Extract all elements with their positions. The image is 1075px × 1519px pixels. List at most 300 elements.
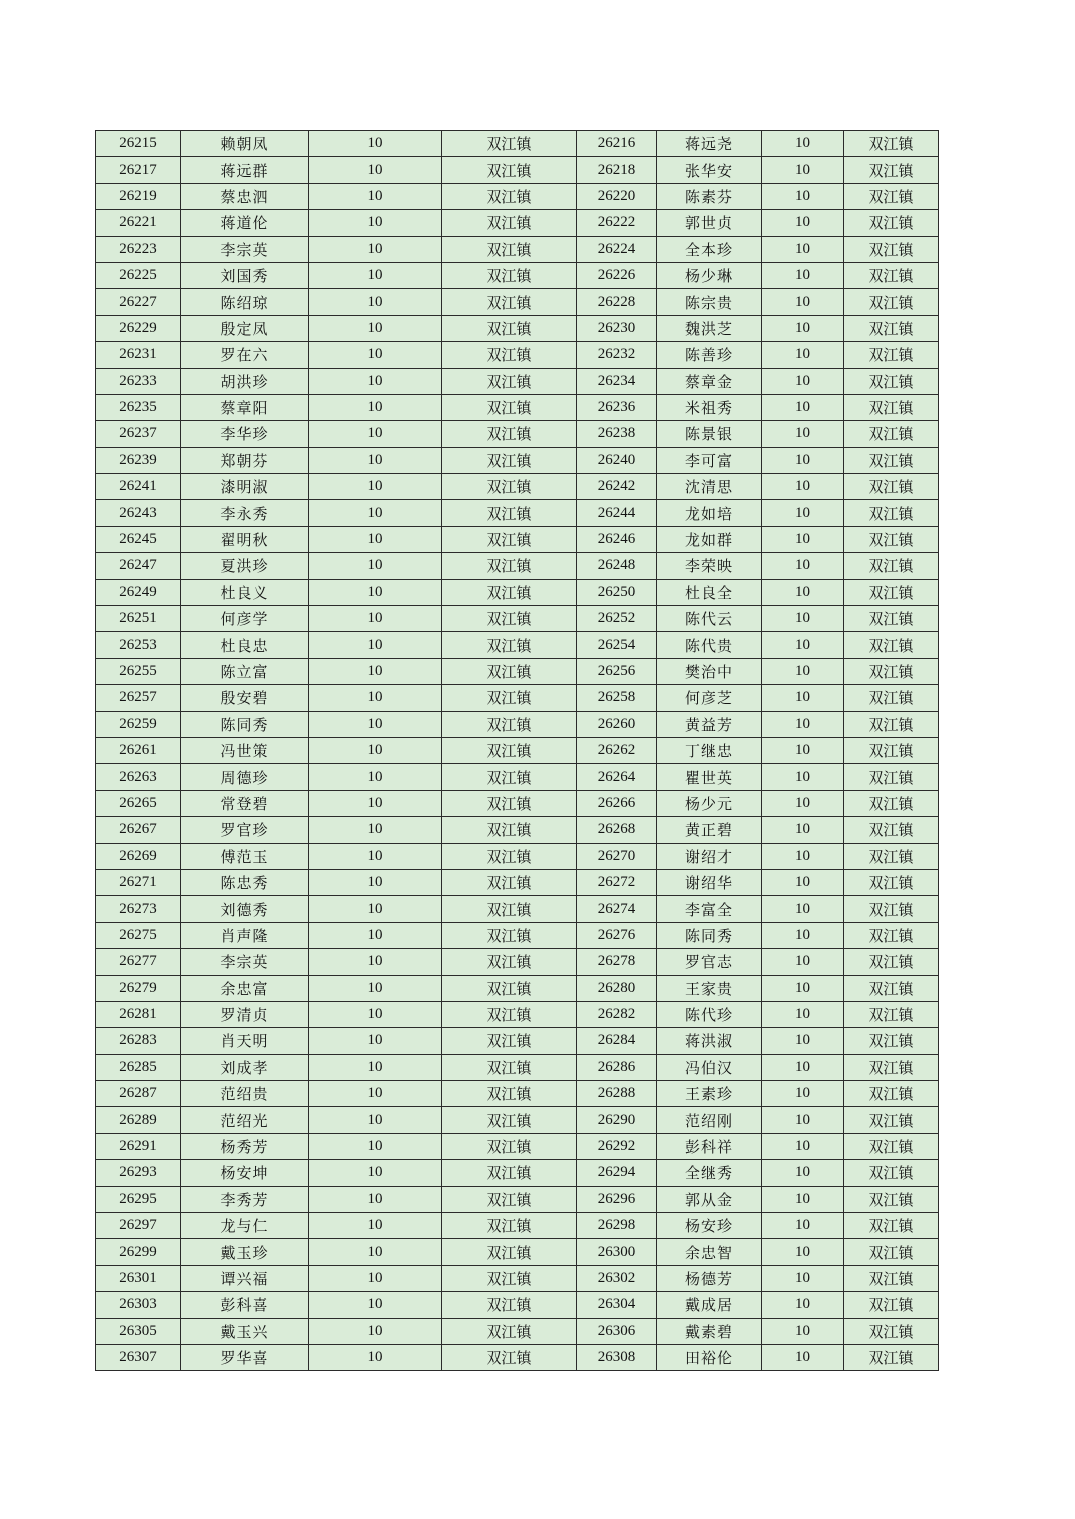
town-cell: 双江镇 (844, 1133, 939, 1159)
town-cell: 双江镇 (442, 157, 577, 183)
name-cell: 漆明淑 (181, 474, 309, 500)
name-cell: 殷安碧 (181, 685, 309, 711)
town-cell: 双江镇 (442, 474, 577, 500)
name-cell: 陈忠秀 (181, 869, 309, 895)
table-row (96, 421, 939, 447)
town-cell: 双江镇 (442, 1213, 577, 1239)
score-cell: 10 (309, 1213, 442, 1239)
name-cell: 范绍光 (181, 1107, 309, 1133)
score-cell: 10 (309, 421, 442, 447)
name-cell: 张华安 (657, 157, 762, 183)
score-cell: 10 (309, 236, 442, 262)
table-row (96, 1292, 939, 1318)
table-row (96, 869, 939, 895)
town-cell: 双江镇 (844, 711, 939, 737)
name-cell: 李可富 (657, 447, 762, 473)
name-cell: 常登碧 (181, 790, 309, 816)
score-cell: 10 (309, 764, 442, 790)
serial-cell: 26271 (96, 869, 181, 895)
town-cell: 双江镇 (844, 869, 939, 895)
roster-table-body (96, 131, 939, 1371)
town-cell: 双江镇 (844, 922, 939, 948)
name-cell: 戴玉珍 (181, 1239, 309, 1265)
score-cell: 10 (309, 157, 442, 183)
town-cell: 双江镇 (442, 1081, 577, 1107)
score-cell: 10 (309, 394, 442, 420)
table-row (96, 1133, 939, 1159)
table-row (96, 210, 939, 236)
serial-cell: 26263 (96, 764, 181, 790)
score-cell: 10 (762, 922, 844, 948)
town-cell: 双江镇 (442, 975, 577, 1001)
name-cell: 傅范玉 (181, 843, 309, 869)
serial-cell: 26275 (96, 922, 181, 948)
score-cell: 10 (762, 1318, 844, 1344)
score-cell: 10 (309, 447, 442, 473)
town-cell: 双江镇 (442, 632, 577, 658)
serial-cell: 26265 (96, 790, 181, 816)
score-cell: 10 (309, 1133, 442, 1159)
serial-cell: 26285 (96, 1054, 181, 1080)
score-cell: 10 (309, 843, 442, 869)
score-cell: 10 (762, 262, 844, 288)
town-cell: 双江镇 (844, 1318, 939, 1344)
serial-cell: 26233 (96, 368, 181, 394)
name-cell: 蔡忠泗 (181, 183, 309, 209)
score-cell: 10 (309, 658, 442, 684)
serial-cell: 26284 (577, 1028, 657, 1054)
score-cell: 10 (762, 737, 844, 763)
serial-cell: 26288 (577, 1081, 657, 1107)
town-cell: 双江镇 (442, 843, 577, 869)
table-row (96, 632, 939, 658)
name-cell: 李富全 (657, 896, 762, 922)
serial-cell: 26244 (577, 500, 657, 526)
serial-cell: 26267 (96, 817, 181, 843)
score-cell: 10 (309, 685, 442, 711)
town-cell: 双江镇 (442, 1239, 577, 1265)
serial-cell: 26295 (96, 1186, 181, 1212)
score-cell: 10 (309, 289, 442, 315)
serial-cell: 26306 (577, 1318, 657, 1344)
serial-cell: 26296 (577, 1186, 657, 1212)
serial-cell: 26281 (96, 1001, 181, 1027)
name-cell: 杨德芳 (657, 1265, 762, 1291)
serial-cell: 26260 (577, 711, 657, 737)
name-cell: 李宗英 (181, 236, 309, 262)
name-cell: 沈清思 (657, 474, 762, 500)
name-cell: 谢绍才 (657, 843, 762, 869)
table-row (96, 579, 939, 605)
name-cell: 杜良忠 (181, 632, 309, 658)
score-cell: 10 (309, 1318, 442, 1344)
town-cell: 双江镇 (442, 1001, 577, 1027)
town-cell: 双江镇 (442, 1054, 577, 1080)
name-cell: 刘成孝 (181, 1054, 309, 1080)
serial-cell: 26223 (96, 236, 181, 262)
serial-cell: 26283 (96, 1028, 181, 1054)
name-cell: 彭科喜 (181, 1292, 309, 1318)
score-cell: 10 (762, 1001, 844, 1027)
serial-cell: 26287 (96, 1081, 181, 1107)
town-cell: 双江镇 (442, 1107, 577, 1133)
score-cell: 10 (309, 869, 442, 895)
score-cell: 10 (309, 1028, 442, 1054)
score-cell: 10 (309, 1160, 442, 1186)
name-cell: 罗在六 (181, 342, 309, 368)
table-row (96, 1160, 939, 1186)
score-cell: 10 (309, 210, 442, 236)
name-cell: 刘国秀 (181, 262, 309, 288)
name-cell: 肖天明 (181, 1028, 309, 1054)
name-cell: 李宗英 (181, 949, 309, 975)
town-cell: 双江镇 (442, 1186, 577, 1212)
name-cell: 蒋远群 (181, 157, 309, 183)
name-cell: 陈宗贵 (657, 289, 762, 315)
serial-cell: 26303 (96, 1292, 181, 1318)
town-cell: 双江镇 (442, 817, 577, 843)
name-cell: 陈绍琼 (181, 289, 309, 315)
town-cell: 双江镇 (844, 474, 939, 500)
serial-cell: 26268 (577, 817, 657, 843)
table-row (96, 711, 939, 737)
score-cell: 10 (309, 1054, 442, 1080)
town-cell: 双江镇 (442, 606, 577, 632)
score-cell: 10 (762, 342, 844, 368)
town-cell: 双江镇 (442, 1133, 577, 1159)
town-cell: 双江镇 (844, 157, 939, 183)
name-cell: 罗官珍 (181, 817, 309, 843)
score-cell: 10 (309, 500, 442, 526)
table-row (96, 183, 939, 209)
name-cell: 蔡章金 (657, 368, 762, 394)
town-cell: 双江镇 (844, 1107, 939, 1133)
serial-cell: 26257 (96, 685, 181, 711)
name-cell: 范绍刚 (657, 1107, 762, 1133)
serial-cell: 26252 (577, 606, 657, 632)
serial-cell: 26291 (96, 1133, 181, 1159)
name-cell: 殷定凤 (181, 315, 309, 341)
serial-cell: 26305 (96, 1318, 181, 1344)
serial-cell: 26217 (96, 157, 181, 183)
town-cell: 双江镇 (844, 1028, 939, 1054)
score-cell: 10 (309, 342, 442, 368)
town-cell: 双江镇 (442, 315, 577, 341)
table-row (96, 737, 939, 763)
town-cell: 双江镇 (844, 606, 939, 632)
serial-cell: 26251 (96, 606, 181, 632)
town-cell: 双江镇 (442, 922, 577, 948)
town-cell: 双江镇 (844, 896, 939, 922)
score-cell: 10 (762, 394, 844, 420)
score-cell: 10 (762, 447, 844, 473)
name-cell: 罗清贞 (181, 1001, 309, 1027)
town-cell: 双江镇 (844, 447, 939, 473)
name-cell: 杨少元 (657, 790, 762, 816)
serial-cell: 26232 (577, 342, 657, 368)
serial-cell: 26293 (96, 1160, 181, 1186)
name-cell: 戴玉兴 (181, 1318, 309, 1344)
town-cell: 双江镇 (442, 1318, 577, 1344)
town-cell: 双江镇 (844, 737, 939, 763)
name-cell: 何彦芝 (657, 685, 762, 711)
town-cell: 双江镇 (442, 1344, 577, 1370)
score-cell: 10 (762, 790, 844, 816)
name-cell: 蒋道伦 (181, 210, 309, 236)
score-cell: 10 (762, 1292, 844, 1318)
table-row (96, 1081, 939, 1107)
name-cell: 翟明秋 (181, 526, 309, 552)
table-row (96, 922, 939, 948)
serial-cell: 26241 (96, 474, 181, 500)
name-cell: 杜良全 (657, 579, 762, 605)
serial-cell: 26254 (577, 632, 657, 658)
score-cell: 10 (762, 315, 844, 341)
name-cell: 蒋洪淑 (657, 1028, 762, 1054)
serial-cell: 26302 (577, 1265, 657, 1291)
name-cell: 冯伯汉 (657, 1054, 762, 1080)
score-cell: 10 (309, 975, 442, 1001)
score-cell: 10 (762, 289, 844, 315)
town-cell: 双江镇 (442, 764, 577, 790)
name-cell: 余忠富 (181, 975, 309, 1001)
town-cell: 双江镇 (442, 447, 577, 473)
table-row (96, 1001, 939, 1027)
name-cell: 陈景银 (657, 421, 762, 447)
score-cell: 10 (309, 579, 442, 605)
score-cell: 10 (762, 1265, 844, 1291)
score-cell: 10 (309, 632, 442, 658)
town-cell: 双江镇 (442, 790, 577, 816)
score-cell: 10 (762, 474, 844, 500)
town-cell: 双江镇 (442, 526, 577, 552)
serial-cell: 26273 (96, 896, 181, 922)
table-row (96, 843, 939, 869)
serial-cell: 26227 (96, 289, 181, 315)
town-cell: 双江镇 (442, 869, 577, 895)
town-cell: 双江镇 (844, 817, 939, 843)
score-cell: 10 (762, 526, 844, 552)
table-row (96, 764, 939, 790)
name-cell: 全本珍 (657, 236, 762, 262)
town-cell: 双江镇 (844, 685, 939, 711)
serial-cell: 26274 (577, 896, 657, 922)
town-cell: 双江镇 (442, 737, 577, 763)
table-row (96, 685, 939, 711)
town-cell: 双江镇 (442, 711, 577, 737)
score-cell: 10 (762, 711, 844, 737)
score-cell: 10 (762, 975, 844, 1001)
table-row (96, 131, 939, 157)
town-cell: 双江镇 (844, 553, 939, 579)
table-row (96, 474, 939, 500)
name-cell: 刘德秀 (181, 896, 309, 922)
name-cell: 范绍贵 (181, 1081, 309, 1107)
table-row (96, 606, 939, 632)
table-row (96, 1344, 939, 1370)
town-cell: 双江镇 (844, 500, 939, 526)
name-cell: 陈善珍 (657, 342, 762, 368)
score-cell: 10 (762, 1239, 844, 1265)
serial-cell: 26242 (577, 474, 657, 500)
score-cell: 10 (309, 1081, 442, 1107)
serial-cell: 26243 (96, 500, 181, 526)
table-row (96, 315, 939, 341)
score-cell: 10 (762, 553, 844, 579)
score-cell: 10 (762, 632, 844, 658)
score-cell: 10 (309, 1107, 442, 1133)
score-cell: 10 (309, 922, 442, 948)
name-cell: 丁继忠 (657, 737, 762, 763)
town-cell: 双江镇 (844, 764, 939, 790)
town-cell: 双江镇 (844, 183, 939, 209)
score-cell: 10 (309, 1292, 442, 1318)
name-cell: 周德珍 (181, 764, 309, 790)
town-cell: 双江镇 (442, 658, 577, 684)
serial-cell: 26255 (96, 658, 181, 684)
table-row (96, 817, 939, 843)
score-cell: 10 (762, 1107, 844, 1133)
serial-cell: 26278 (577, 949, 657, 975)
serial-cell: 26218 (577, 157, 657, 183)
table-row (96, 790, 939, 816)
score-cell: 10 (762, 131, 844, 157)
score-cell: 10 (309, 1186, 442, 1212)
serial-cell: 26236 (577, 394, 657, 420)
table-row (96, 368, 939, 394)
serial-cell: 26264 (577, 764, 657, 790)
name-cell: 杨安坤 (181, 1160, 309, 1186)
serial-cell: 26261 (96, 737, 181, 763)
town-cell: 双江镇 (442, 236, 577, 262)
serial-cell: 26262 (577, 737, 657, 763)
score-cell: 10 (762, 183, 844, 209)
name-cell: 谢绍华 (657, 869, 762, 895)
name-cell: 李华珍 (181, 421, 309, 447)
table-row (96, 447, 939, 473)
table-row (96, 1028, 939, 1054)
serial-cell: 26300 (577, 1239, 657, 1265)
name-cell: 陈立富 (181, 658, 309, 684)
serial-cell: 26253 (96, 632, 181, 658)
town-cell: 双江镇 (442, 1265, 577, 1291)
town-cell: 双江镇 (442, 1292, 577, 1318)
town-cell: 双江镇 (844, 949, 939, 975)
name-cell: 李秀芳 (181, 1186, 309, 1212)
table-row (96, 1239, 939, 1265)
serial-cell: 26216 (577, 131, 657, 157)
name-cell: 杨秀芳 (181, 1133, 309, 1159)
serial-cell: 26240 (577, 447, 657, 473)
serial-cell: 26297 (96, 1213, 181, 1239)
table-row (96, 236, 939, 262)
name-cell: 王素珍 (657, 1081, 762, 1107)
score-cell: 10 (309, 1344, 442, 1370)
serial-cell: 26266 (577, 790, 657, 816)
town-cell: 双江镇 (844, 526, 939, 552)
table-row (96, 526, 939, 552)
name-cell: 瞿世英 (657, 764, 762, 790)
town-cell: 双江镇 (844, 843, 939, 869)
town-cell: 双江镇 (442, 1160, 577, 1186)
table-row (96, 1107, 939, 1133)
serial-cell: 26258 (577, 685, 657, 711)
table-row (96, 1318, 939, 1344)
name-cell: 罗华喜 (181, 1344, 309, 1370)
name-cell: 彭科祥 (657, 1133, 762, 1159)
score-cell: 10 (309, 606, 442, 632)
serial-cell: 26224 (577, 236, 657, 262)
name-cell: 李永秀 (181, 500, 309, 526)
score-cell: 10 (762, 817, 844, 843)
score-cell: 10 (309, 474, 442, 500)
score-cell: 10 (309, 131, 442, 157)
score-cell: 10 (309, 737, 442, 763)
name-cell: 罗官志 (657, 949, 762, 975)
name-cell: 冯世策 (181, 737, 309, 763)
serial-cell: 26247 (96, 553, 181, 579)
name-cell: 陈同秀 (181, 711, 309, 737)
name-cell: 黄益芳 (657, 711, 762, 737)
serial-cell: 26229 (96, 315, 181, 341)
town-cell: 双江镇 (844, 210, 939, 236)
name-cell: 魏洪芝 (657, 315, 762, 341)
serial-cell: 26270 (577, 843, 657, 869)
name-cell: 陈代贵 (657, 632, 762, 658)
table-row (96, 658, 939, 684)
score-cell: 10 (762, 1054, 844, 1080)
serial-cell: 26230 (577, 315, 657, 341)
serial-cell: 26308 (577, 1344, 657, 1370)
serial-cell: 26279 (96, 975, 181, 1001)
serial-cell: 26272 (577, 869, 657, 895)
town-cell: 双江镇 (844, 1186, 939, 1212)
score-cell: 10 (309, 1239, 442, 1265)
town-cell: 双江镇 (844, 394, 939, 420)
serial-cell: 26219 (96, 183, 181, 209)
town-cell: 双江镇 (844, 790, 939, 816)
table-row (96, 262, 939, 288)
serial-cell: 26248 (577, 553, 657, 579)
serial-cell: 26234 (577, 368, 657, 394)
score-cell: 10 (309, 262, 442, 288)
score-cell: 10 (309, 315, 442, 341)
score-cell: 10 (309, 368, 442, 394)
name-cell: 龙如培 (657, 500, 762, 526)
name-cell: 胡洪珍 (181, 368, 309, 394)
town-cell: 双江镇 (442, 210, 577, 236)
name-cell: 陈素芬 (657, 183, 762, 209)
table-row (96, 949, 939, 975)
serial-cell: 26301 (96, 1265, 181, 1291)
serial-cell: 26249 (96, 579, 181, 605)
table-row (96, 1054, 939, 1080)
table-row (96, 1265, 939, 1291)
name-cell: 郭从金 (657, 1186, 762, 1212)
serial-cell: 26226 (577, 262, 657, 288)
roster-table (95, 130, 939, 1371)
name-cell: 陈代云 (657, 606, 762, 632)
serial-cell: 26221 (96, 210, 181, 236)
town-cell: 双江镇 (442, 131, 577, 157)
town-cell: 双江镇 (844, 579, 939, 605)
name-cell: 蔡章阳 (181, 394, 309, 420)
town-cell: 双江镇 (442, 421, 577, 447)
name-cell: 余忠智 (657, 1239, 762, 1265)
serial-cell: 26238 (577, 421, 657, 447)
town-cell: 双江镇 (442, 342, 577, 368)
serial-cell: 26237 (96, 421, 181, 447)
